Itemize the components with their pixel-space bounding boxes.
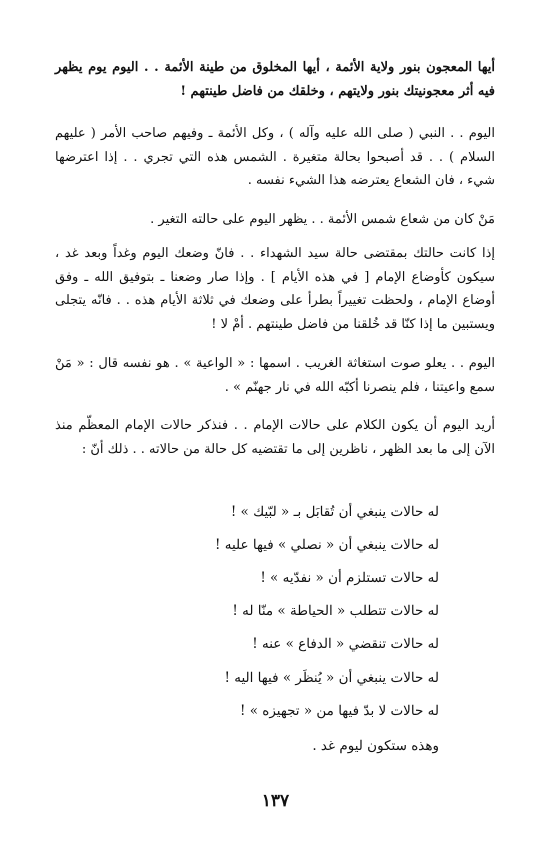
list-item-2: له حالات ينبغي أن « نصلي » فيها عليه ! [214,537,439,553]
list-item-1: له حالات ينبغي أن تُقابَل بـ « لبّيك » ! [230,504,439,520]
paragraph-1: أيها المعجون بنور ولاية الأئمة ، أيها المخلوق من طينة الأئمة . . اليوم يوم يظهر فيه أثر معجونيتك بنور ولايتهم ، وخلقك من فاضل طينتهم ! [55,60,495,99]
paragraph-3: مَنْ كان من شعاع شمس الأئمة . . يظهر اليوم على حالته التغير . [150,212,495,227]
paragraph-4: إذا كانت حالتك بمقتضى حالة سيد الشهداء . . فانّ وضعك اليوم وغداً وبعد غد ، سيكون كأوضاع الإمام [ في هذه الأيام ] . وإذا صار وضعنا ـ بتوفيق الله ـ وفق أوضاع الإمام ، ولحظت تغييراً بطرأ على وضعك في ثلاثة الأيام هذه . . فانّه يتجلى ويستبين ما إذا كنّا قد خُلقنا من فاضل طينتهم . أمْ لا ! [55,246,495,332]
paragraph-5: اليوم . . يعلو صوت استغاثة الغريب . اسمها : « الواعية » . هو نفسه قال : « مَنْ سمع واعيتنا ، فلم ينصرنا أكبّه الله في نار جهنّم » . [55,356,495,395]
list-item-4: له حالات تتطلب « الحياطة » منّا له ! [232,603,439,619]
list-item-8: وهذه ستكون ليوم غد . [312,738,439,754]
paragraph-2: اليوم . . النبي ( صلى الله عليه وآله ) ، وكل الأئمة ـ وفيهم صاحب الأمر ( عليهم السلام ) . . قد أصبحوا بحالة متغيرة . الشمس هذه التي تجري . . إذا اعترضها شيء ، فان الشعاع يعترضه هذا الشيء نفسه . [55,126,495,188]
paragraph-6: أريد اليوم أن يكون الكلام على حالات الإمام . . فنذكر حالات الإمام المعظّم منذ الآن إلى ما بعد الظهر ، ناظرين إلى ما تقتضيه كل حالة من حالاته . . ذلك أنّ : [55,418,495,457]
page-number: ١٣٧ [261,791,290,811]
list-item-5: له حالات تنقضي « الدفاع » عنه ! [252,636,439,652]
list-item-6: له حالات ينبغي أن « يُنظَر » فيها اليه ! [224,670,439,686]
list-item-3: له حالات تستلزم أن « نفدّيه » ! [260,570,439,586]
list-item-7: له حالات لا بدّ فيها من « تجهيزه » ! [240,703,439,719]
